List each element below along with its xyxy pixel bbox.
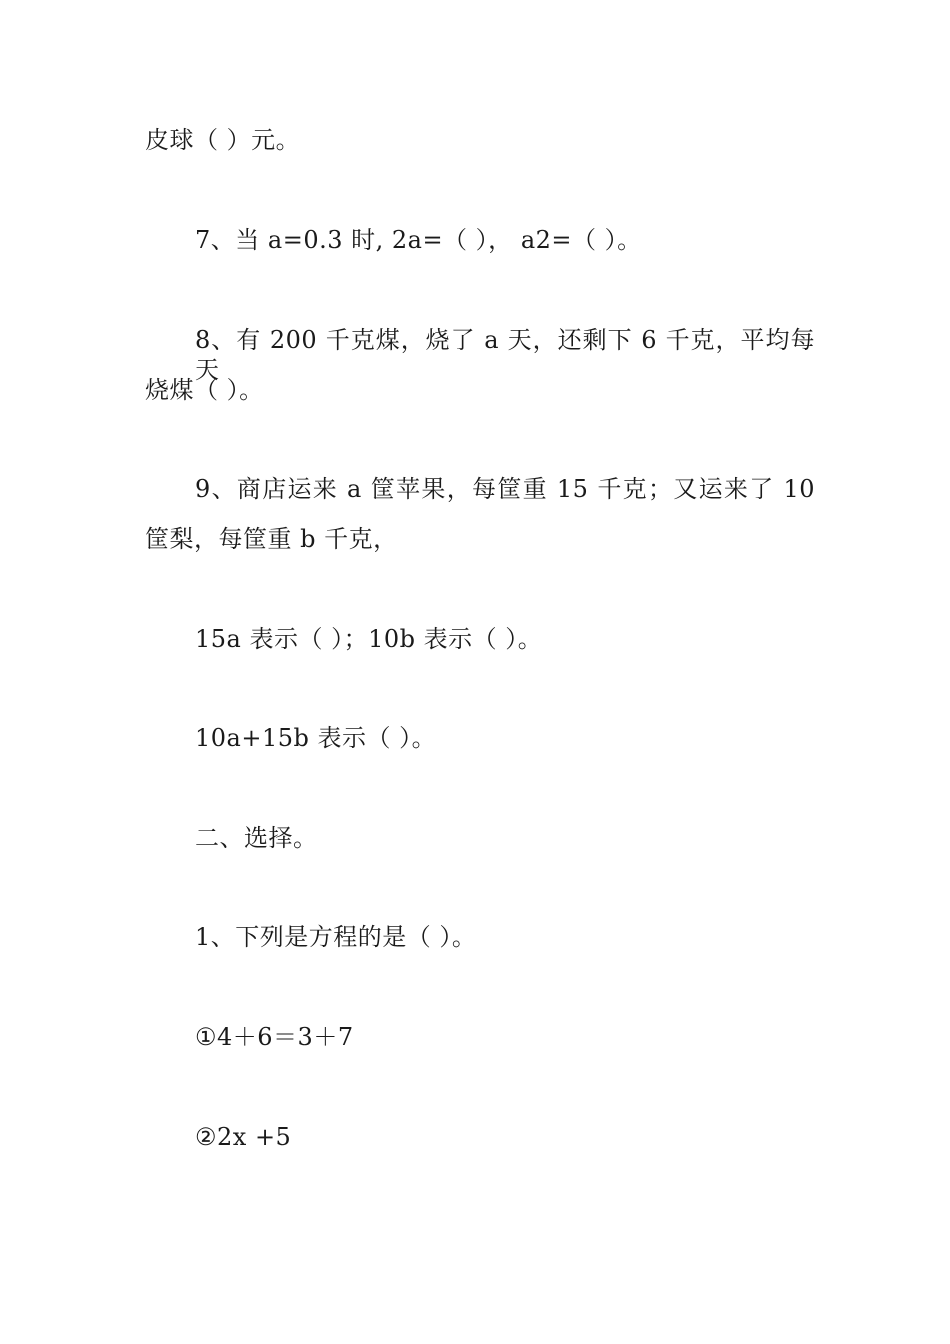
question-7: 7、当 a=0.3 时, 2a=（ ）， a2=（ ）。 — [195, 226, 642, 254]
question-9-sub-2: 10a+15b 表示（ ）。 — [195, 724, 437, 752]
choice-option-1: ①4＋6＝3＋7 — [195, 1023, 354, 1051]
question-9-line-2: 筐梨，每筐重 b 千克， — [145, 525, 398, 553]
question-8-line-2: 烧煤（ ）。 — [145, 376, 264, 404]
question-9-line-1: 9、商店运来 a 筐苹果，每筐重 15 千克；又运来了 10 — [195, 475, 815, 503]
section-heading-choice: 二、选择。 — [195, 824, 318, 852]
question-9-sub-1: 15a 表示（ ）；10b 表示（ ）。 — [195, 625, 543, 653]
text-line-ball-price: 皮球（ ）元。 — [145, 126, 301, 154]
choice-question-1: 1、下列是方程的是（ ）。 — [195, 923, 477, 951]
choice-option-2: ②2x +5 — [195, 1123, 292, 1151]
question-8-line-1: 8、有 200 千克煤，烧了 a 天，还剩下 6 千克，平均每天 — [195, 326, 815, 384]
